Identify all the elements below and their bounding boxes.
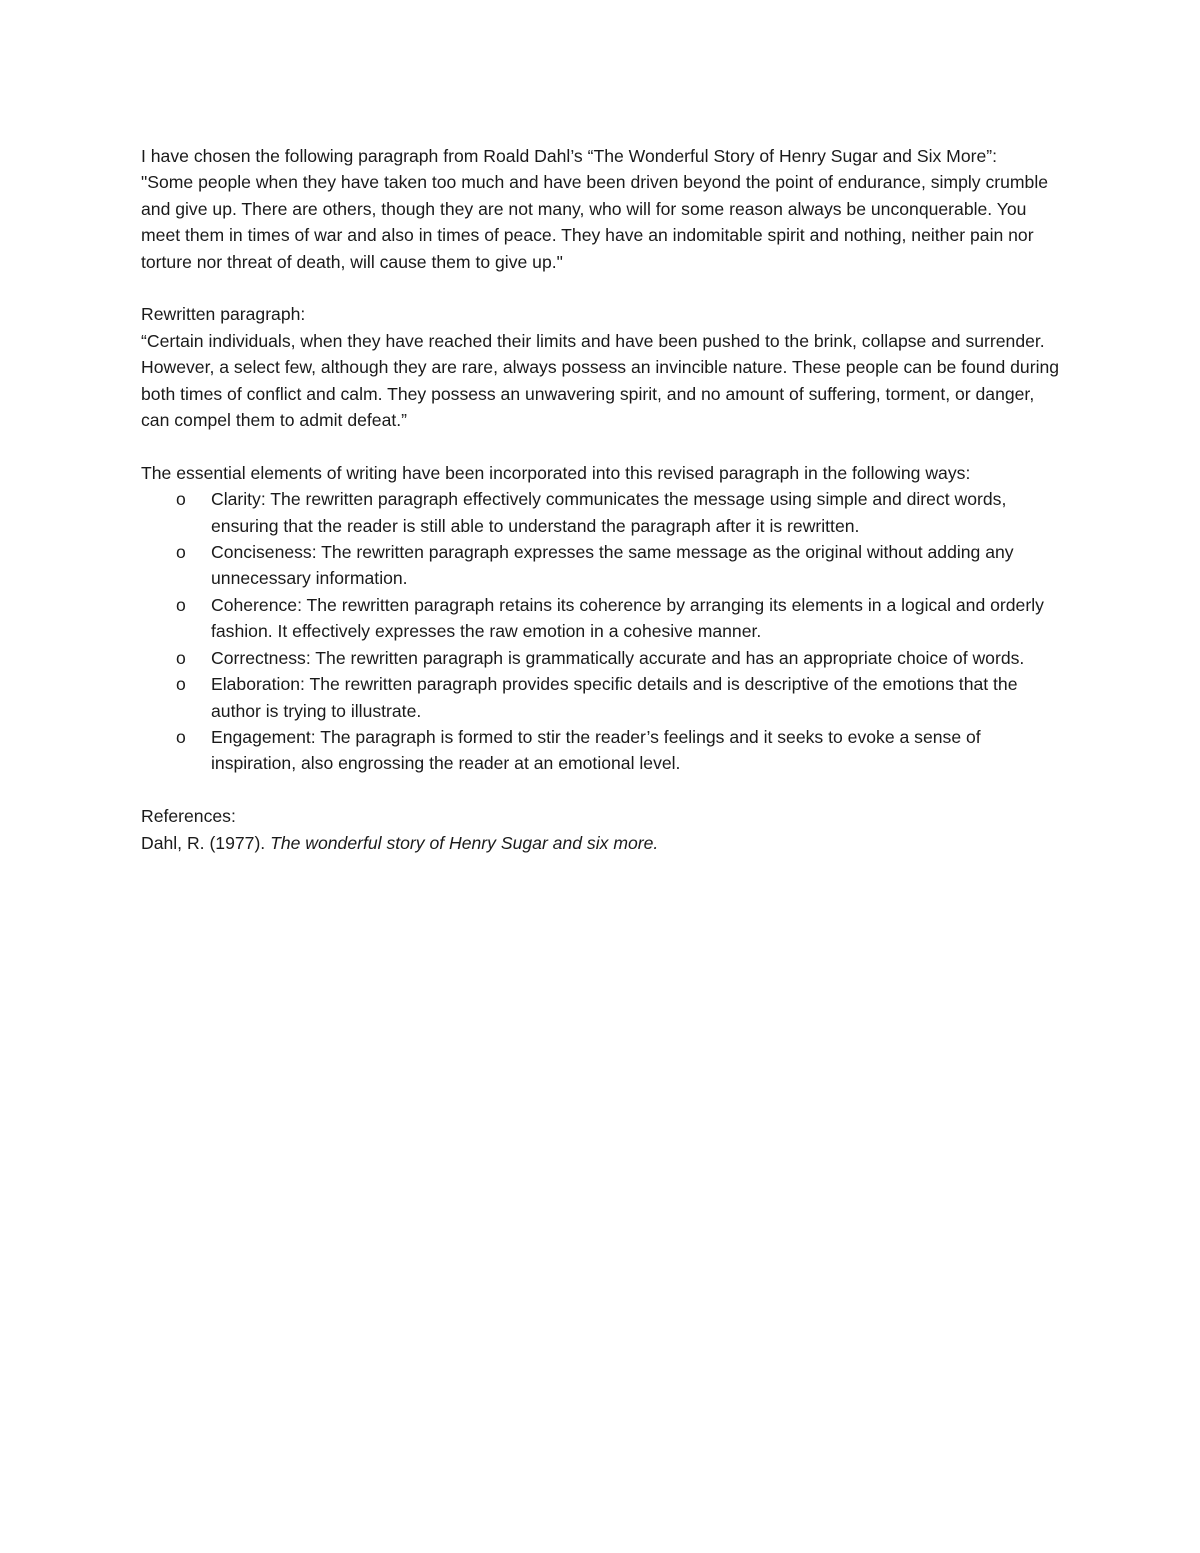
bullet-marker: o — [176, 726, 186, 747]
list-item — [141, 539, 1066, 592]
list-item — [141, 724, 1066, 777]
document-page — [141, 143, 1066, 856]
list-item — [141, 645, 1066, 671]
list-item — [141, 671, 1066, 724]
bullet-marker: o — [176, 647, 186, 668]
bullet-marker: o — [176, 674, 186, 695]
list-item — [141, 486, 1066, 539]
list-item-text: Elaboration: The rewritten paragraph provides specific details and is descriptive of the emotions that the author is trying to illustrate. — [211, 674, 1018, 721]
bullet-marker: o — [176, 594, 186, 615]
reference-title: The wonderful story of Henry Sugar and six more. — [270, 832, 659, 853]
reference-author-year: Dahl, R. (1977). — [141, 832, 271, 853]
spacer — [141, 433, 1066, 459]
list-item-text: Coherence: The rewritten paragraph retains its coherence by arranging its elements in a logical and orderly fashion. It effectively expresses the raw emotion in a cohesive manner. — [211, 594, 1044, 642]
list-item-text: Clarity: The rewritten paragraph effectively communicates the message using simple and direct words, ensuring that the reader is still able to understand the paragraph after it is rewritten. — [211, 489, 1007, 536]
reference-entry — [141, 830, 1066, 856]
spacer — [141, 275, 1066, 301]
list-item-text: Engagement: The paragraph is formed to stir the reader’s feelings and it seeks to evoke a sense of inspiration, also engrossing the reader at an emotional level. — [211, 726, 981, 774]
elements-intro: The essential elements of writing have been incorporated into this revised paragraph in the following ways: — [141, 462, 971, 483]
rewritten-paragraph: “Certain individuals, when they have reached their limits and have been pushed to the brink, collapse and surrender. However, a select few, although they are rare, always possess an invincible nature. These people can be found during both times of conflict and calm. They possess an unwavering spirit, and no amount of suffering, torment, or danger, can compel them to admit defeat.” — [141, 330, 1060, 431]
list-item-text: Conciseness: The rewritten paragraph expresses the same message as the original without adding any unnecessary information. — [211, 542, 1014, 589]
intro-lead: I have chosen the following paragraph from Roald Dahl’s “The Wonderful Story of Henry Sugar and Six More”: — [141, 146, 998, 166]
original-quote: "Some people when they have taken too much and have been driven beyond the point of endurance, simply crumble and give up. There are others, though they are not many, who will for some reason always be unconquerable. You meet them in times of war and also in times of peace. They have an indomitable spirit and nothing, neither pain nor torture nor threat of death, will cause them to give up." — [141, 172, 1049, 272]
bullet-marker: o — [176, 489, 186, 510]
elements-list — [141, 486, 1066, 776]
list-item-text: Correctness: The rewritten paragraph is grammatically accurate and has an appropriate choice of words. — [211, 647, 1025, 668]
spacer — [141, 777, 1066, 803]
references-heading: References: — [141, 806, 236, 827]
rewritten-heading: Rewritten paragraph: — [141, 304, 306, 325]
bullet-marker: o — [176, 542, 186, 563]
list-item — [141, 592, 1066, 645]
